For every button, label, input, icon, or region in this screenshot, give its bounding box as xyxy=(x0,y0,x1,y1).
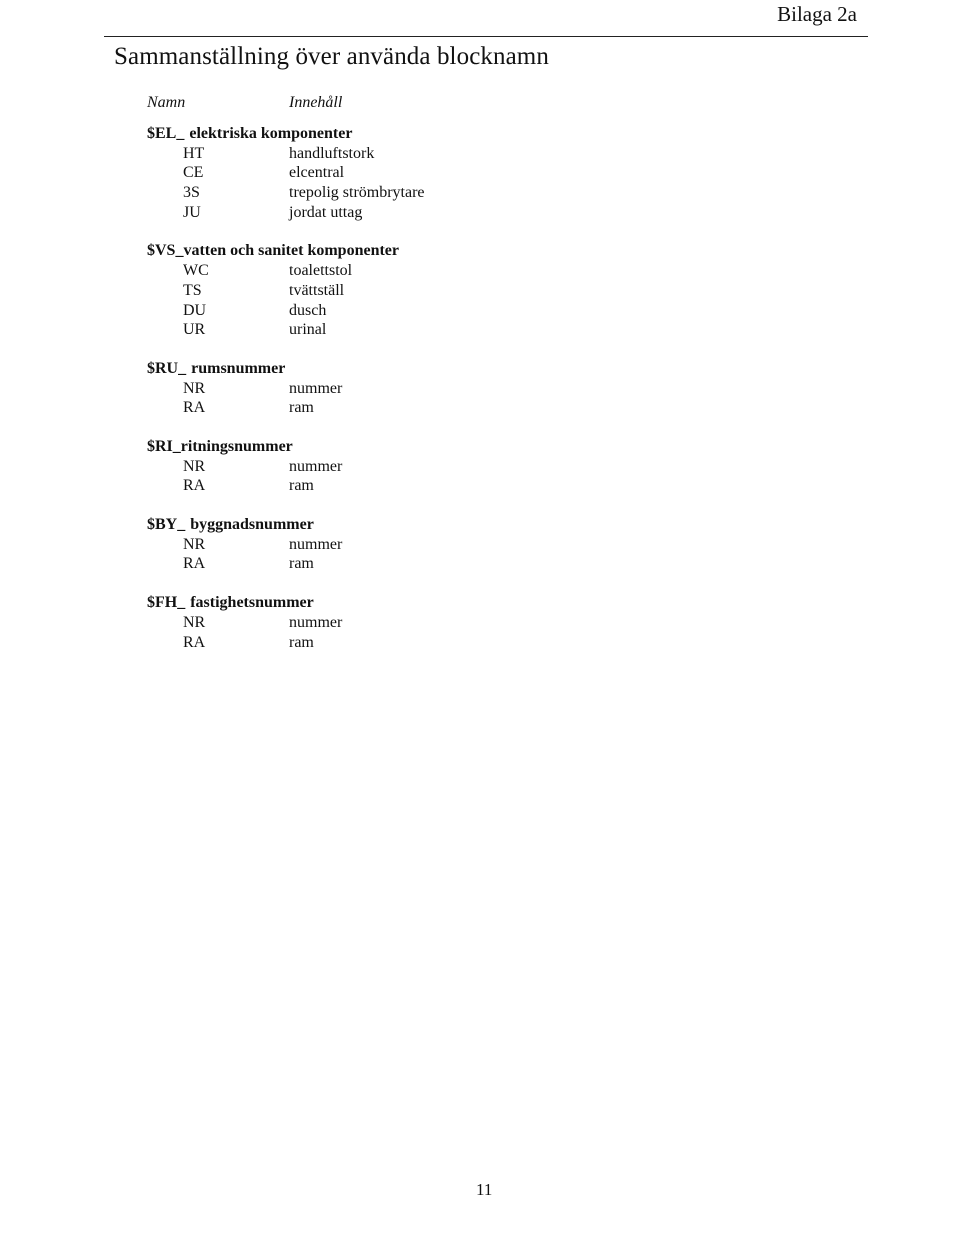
group-prefix: $RU_ xyxy=(147,359,187,377)
block-code: RA xyxy=(183,399,206,417)
list-item xyxy=(147,554,647,574)
list-item xyxy=(147,183,647,203)
group-label: vatten och sanitet komponenter xyxy=(183,242,399,260)
group-label: fastighetsnummer xyxy=(190,594,314,612)
block-description: trepolig strömbrytare xyxy=(289,184,425,202)
list-item xyxy=(147,203,647,223)
list-item xyxy=(147,144,647,164)
block-group-by xyxy=(147,515,647,574)
group-prefix: $VS_ xyxy=(147,242,184,260)
column-header-name: Namn xyxy=(147,94,186,111)
block-group-el xyxy=(147,124,647,222)
block-description: nummer xyxy=(289,613,343,631)
block-name-list xyxy=(147,124,647,671)
group-label: elektriska komponenter xyxy=(189,125,353,142)
group-label: byggnadsnummer xyxy=(190,516,314,534)
list-item xyxy=(147,633,647,653)
appendix-label: Bilaga 2a xyxy=(777,2,857,26)
block-description: dusch xyxy=(289,301,327,319)
block-description: handluftstork xyxy=(289,144,375,162)
header-rule xyxy=(104,36,868,37)
list-item xyxy=(147,535,647,555)
list-item xyxy=(147,476,647,496)
block-description: ram xyxy=(289,477,314,495)
block-code: RA xyxy=(183,633,206,651)
block-description: urinal xyxy=(289,321,327,339)
block-code: CE xyxy=(183,164,204,182)
block-description: elcentral xyxy=(289,164,345,182)
group-title xyxy=(147,359,647,379)
block-code: NR xyxy=(183,535,206,553)
group-label: rumsnummer xyxy=(191,359,286,377)
block-description: ram xyxy=(289,555,314,573)
block-code: DU xyxy=(183,301,207,319)
block-code: RA xyxy=(183,555,206,573)
block-code: RA xyxy=(183,477,206,495)
block-code: JU xyxy=(183,203,201,221)
block-description: ram xyxy=(289,633,314,651)
list-item xyxy=(147,379,647,399)
group-title xyxy=(147,124,647,144)
list-item xyxy=(147,613,647,633)
block-code: NR xyxy=(183,457,206,475)
group-title xyxy=(147,593,647,613)
list-item xyxy=(147,163,647,183)
block-code: 3S xyxy=(183,184,200,202)
block-group-ru xyxy=(147,359,647,418)
page-number: 11 xyxy=(476,1180,493,1199)
block-description: toalettstol xyxy=(289,262,353,280)
group-prefix: $EL_ xyxy=(147,125,185,142)
group-title xyxy=(147,241,647,261)
page-title: Sammanställning över använda blocknamn xyxy=(114,43,549,70)
list-item xyxy=(147,261,647,281)
list-item xyxy=(147,320,647,340)
column-header-content: Innehåll xyxy=(289,94,343,111)
block-code: NR xyxy=(183,613,206,631)
list-item xyxy=(147,301,647,321)
block-group-ri xyxy=(147,437,647,496)
group-prefix: $RI_ xyxy=(147,437,181,455)
block-code: NR xyxy=(183,379,206,397)
block-description: nummer xyxy=(289,457,343,475)
block-description: tvättställ xyxy=(289,281,345,299)
group-title xyxy=(147,515,647,535)
group-prefix: $FH_ xyxy=(147,594,186,612)
list-item xyxy=(147,281,647,301)
group-prefix: $BY_ xyxy=(147,516,186,534)
block-code: HT xyxy=(183,144,205,162)
block-code: WC xyxy=(183,262,209,280)
block-group-fh xyxy=(147,593,647,652)
group-label: ritningsnummer xyxy=(180,437,293,455)
block-description: nummer xyxy=(289,379,343,397)
list-item xyxy=(147,398,647,418)
group-title xyxy=(147,437,647,457)
block-description: nummer xyxy=(289,535,343,553)
block-code: TS xyxy=(183,281,202,299)
block-group-vs xyxy=(147,241,647,339)
block-description: jordat uttag xyxy=(289,203,363,221)
block-code: UR xyxy=(183,321,206,339)
block-description: ram xyxy=(289,399,314,417)
list-item xyxy=(147,457,647,477)
